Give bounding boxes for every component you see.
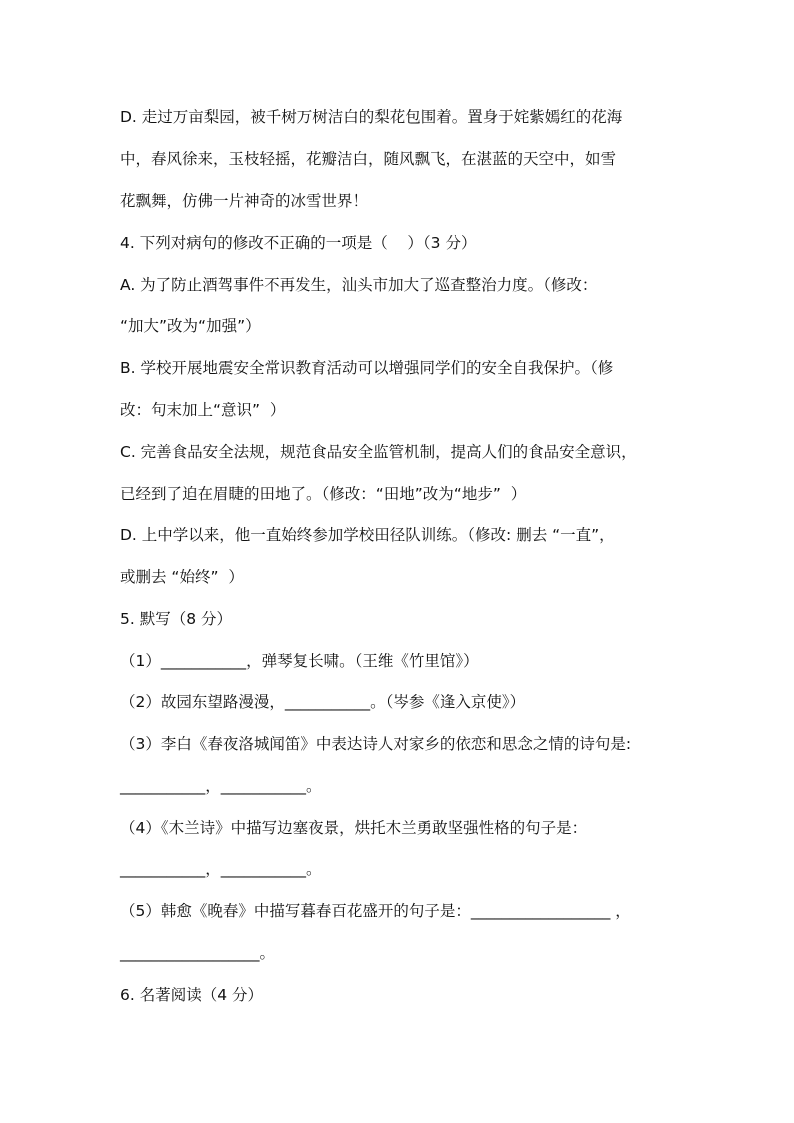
question-4-option-a-part2: “加大”改为“加强”） bbox=[120, 317, 261, 335]
question-4-option-b-part2: 改：句末加上“意识” ） bbox=[120, 401, 286, 419]
question-5-item-5-prompt: （5）韩愈《晚春》中描写暮春百花盛开的句子是：__________________ ， bbox=[120, 902, 631, 920]
question-5-item-4-blanks: ___________，___________。 bbox=[120, 860, 322, 878]
question-5-item-4-prompt: （4）《木兰诗》中描写边塞夜景，烘托木兰勇敢坚强性格的句子是： bbox=[120, 819, 588, 837]
question-4-option-b-part1: B. 学校开展地震安全常识教育活动可以增强同学们的安全自我保护。（修 bbox=[120, 359, 614, 377]
question-5-item-1: （1）___________，弹琴复长啸。（王维《竹里馆》） bbox=[120, 652, 479, 670]
question-4-option-d-part1: D. 上中学以来，他一直始终参加学校田径队训练。（修改: 删去 “一直”， bbox=[120, 526, 615, 544]
question-4-option-d-part2: 或删去 “始终” ） bbox=[120, 568, 244, 586]
question-4-option-c-part1: C. 完善食品安全法规，规范食品安全监管机制，提高人们的食品安全意识， bbox=[120, 443, 637, 461]
text-line-option-d-part1: D. 走过万亩梨园，被千树万树洁白的梨花包围着。置身于姹紫嫣红的花海 bbox=[120, 108, 623, 126]
question-5-title: 5. 默写（8 分） bbox=[120, 610, 233, 628]
question-4-option-a-part1: A. 为了防止酒驾事件不再发生，汕头市加大了巡查整治力度。（修改： bbox=[120, 276, 598, 294]
text-line-option-d-part2: 中，春风徐来，玉枝轻摇，花瓣洁白，随风飘飞，在湛蓝的天空中，如雪 bbox=[120, 150, 617, 168]
question-4-title: 4. 下列对病句的修改不正确的一项是（ ）（3 分） bbox=[120, 234, 477, 252]
question-4-option-c-part2: 已经到了迫在眉睫的田地了。（修改：“田地”改为“地步” ） bbox=[120, 485, 527, 503]
question-5-item-3-prompt: （3）李白《春夜洛城闻笛》中表达诗人对家乡的依恋和思念之情的诗句是: bbox=[120, 735, 632, 753]
question-5-item-3-blanks: ___________，___________。 bbox=[120, 777, 322, 795]
text-line-option-d-part3: 花飘舞，仿佛一片神奇的冰雪世界！ bbox=[120, 192, 369, 210]
question-5-item-5-blank: __________________。 bbox=[120, 944, 276, 962]
question-6-title: 6. 名著阅读（4 分） bbox=[120, 986, 264, 1004]
question-5-item-2: （2）故园东望路漫漫，___________。（岑参《逢入京使》） bbox=[120, 693, 526, 711]
